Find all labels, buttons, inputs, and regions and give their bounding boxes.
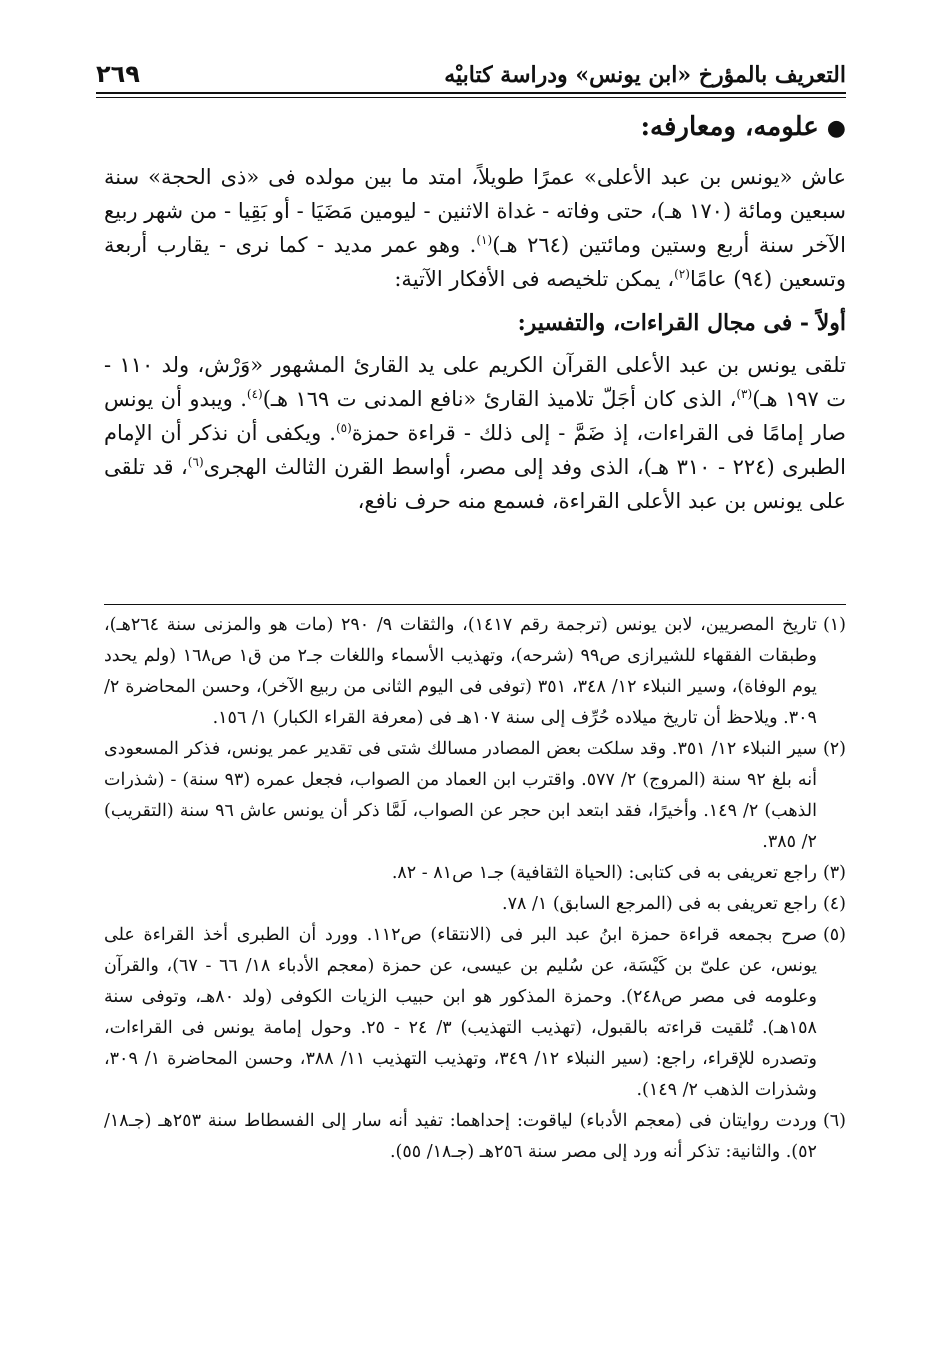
footnote-item: [104, 734, 846, 858]
footnote-text: وردت روايتان فى (معجم الأدباء) لياقوت: إحداهما: تفيد أنه سار إلى الفسطاط سنة ٢٥٣هـ (جـ١٨/ ٥٢). والثانية: تذكر أنه ورد إلى مصر سنة ٢٥٦هـ (جـ١٨/ ٥٥).: [104, 1111, 817, 1162]
footnote-text: سير النبلاء ١٢/ ٣٥١. وقد سلكت بعض المصادر مسالك شتى فى تقدير عمر يونس، فذكر المسعودى أنه بلغ ٩٢ سنة (المروج) ٢/ ٥٧٧. واقترب ابن العماد من الصواب، فجعل عمره (٩٣ سنة) - (شذرات الذهب) ٢/ ١٤٩. وأخيرًا، فقد ابتعد ابن حجر عن الصواب، لَمَّا ذكر أن يونس عاش ٩٦ سنة (التقريب) ٢/ ٣٨٥.: [104, 739, 817, 852]
footnote-number: (١): [822, 615, 846, 635]
paragraph-text: . ويكفى أن نذكر أن الإمام الطبرى (٢٢٤ - ٣١٠ هـ)، الذى وفد إلى مصر، أواسط القرن الثالث الهجرى: [104, 421, 846, 479]
footnotes-list: [104, 610, 846, 1168]
intro-paragraph: [104, 160, 846, 296]
footnote-item: [104, 1106, 846, 1168]
paragraph-text: عاش «يونس بن عبد الأعلى» عمرًا طويلاً، امتد ما بين مولده فى «ذى الحجة» سنة سبعين ومائة (١٧٠ هـ)، حتى وفاته - غداة الاثنين - ليومين مَضَيَا - أو بَقِيا - من شهر ربيع الآخر سنة أربع وستين ومائتين (٢٦٤ هـ): [104, 165, 846, 257]
footnote-text: تاريخ المصريين، لابن يونس (ترجمة رقم ١٤١٧)، والثقات ٩/ ٢٩٠ (مات هو والمزنى سنة ٢٦٤هـ)، وطبقات الفقهاء للشيرازى ص٩٩ (شرحه)، وتهذيب الأسماء واللغات جـ٢ من ق١ ص١٦٨ (ولم يحدد يوم الوفاة)، وسير النبلاء ١٢/ ٣٤٨، ٣٥١ (توفى فى اليوم الثانى من ربيع الآخر)، وحسن المحاضرة ٢/ ٣٠٩. ويلاحظ أن تاريخ ميلاده حُرِّف إلى سنة ١٠٧هـ فى (معرفة القراء الكبار) ١/ ١٥٦.: [104, 615, 817, 728]
section-title-text: علومه، ومعارفه:: [640, 112, 819, 142]
readings-paragraph: [104, 348, 846, 518]
footnote-text: صرح بجمعه قراءة حمزة ابنُ عبد البر فى (الانتقاء) ص١١٢. وورد أن الطبرى أخذ القراءة على يونس، عن علىّ بن كَيْسَة، عن سُليم بن عيسى، عن حمزة (معجم الأدباء ١٨/ ٦٦ - ٦٧)، والقرآن وعلومه فى مصر ص٢٤٨). وحمزة المذكور هو ابن حبيب الزيات الكوفى (ولد ٨٠هـ، وتوفى سنة ١٥٨هـ). تُلقيت قراءته بالقبول، (تهذيب التهذيب) ٣/ ٢٤ - ٢٥. وحول إمامة يونس فى القراءات، وتصدره للإقراء، راجع: (سير النبلاء ١٢/ ٣٤٩، وتهذيب التهذيب ١١/ ٣٨٨، وحسن المحاضرة ١/ ٣٠٩، وشذرات الذهب ٢/ ١٤٩).: [104, 925, 817, 1100]
paragraph-text: ويبدو أن يونس صار إمامًا فى القراءات، إذ ضَمَّ - إلى ذلك - قراءة حمزة: [104, 387, 847, 445]
page-number: ٢٦٩: [96, 60, 140, 88]
footnote-text: راجع تعريفى به فى كتابى: (الحياة الثقافية) جـ١ ص٨١ - ٨٢.: [391, 863, 817, 883]
footnote-ref[interactable]: (٣): [736, 387, 753, 401]
footnote-ref[interactable]: (٥): [335, 421, 352, 435]
footnote-item: [104, 920, 846, 1106]
footnote-number: (٢): [822, 739, 846, 759]
paragraph-text: ، قد تلقى على يونس بن عبد الأعلى القراءة، فسمع منه حرف نافع،: [104, 455, 846, 513]
subsection-title: أولاً - فى مجال القراءات، والتفسير:: [517, 310, 846, 336]
paragraph-text: ، الذى كان أجَلّ تلاميذ القارئ «نافع المدنى ت ١٦٩ هـ): [262, 387, 737, 411]
bullet-icon: ●: [826, 115, 846, 141]
footnote-item: [104, 858, 846, 889]
footnote-number: (٦): [822, 1111, 846, 1131]
paragraph-text: .: [240, 387, 247, 411]
footnote-number: (٥): [822, 925, 846, 945]
footnote-ref[interactable]: (٦): [187, 455, 204, 469]
footnote-ref[interactable]: (٢): [674, 267, 690, 281]
running-title: التعريف بالمؤرخ «ابن يونس» ودراسة كتابيْه: [444, 62, 846, 88]
footnote-number: (٤): [822, 894, 846, 914]
footnote-ref[interactable]: (٤): [246, 387, 263, 401]
footnote-item: [104, 610, 846, 734]
paragraph-text: ، يمكن تلخيصه فى الأفكار الآتية:: [394, 267, 675, 291]
footnote-number: (٣): [822, 863, 846, 883]
paragraph-text: . وهو عمر مديد - كما نرى - يقارب أربعة وتسعين (٩٤) عامًا: [104, 233, 846, 291]
body-text: [104, 160, 846, 518]
footnote-ref[interactable]: (١): [476, 233, 493, 247]
footnote-item: [104, 889, 846, 920]
paragraph-text: تلقى يونس بن عبد الأعلى القرآن الكريم على يد القارئ المشهور «وَرْش، ولد ١١٠ - ت ١٩٧ هـ): [104, 353, 846, 411]
footnote-text: راجع تعريفى به فى (المرجع السابق) ١/ ٧٨.: [502, 894, 817, 914]
footnote-separator: [104, 604, 846, 605]
section-title: [96, 112, 846, 142]
page-header: [96, 48, 846, 88]
header-rule: [96, 92, 846, 98]
